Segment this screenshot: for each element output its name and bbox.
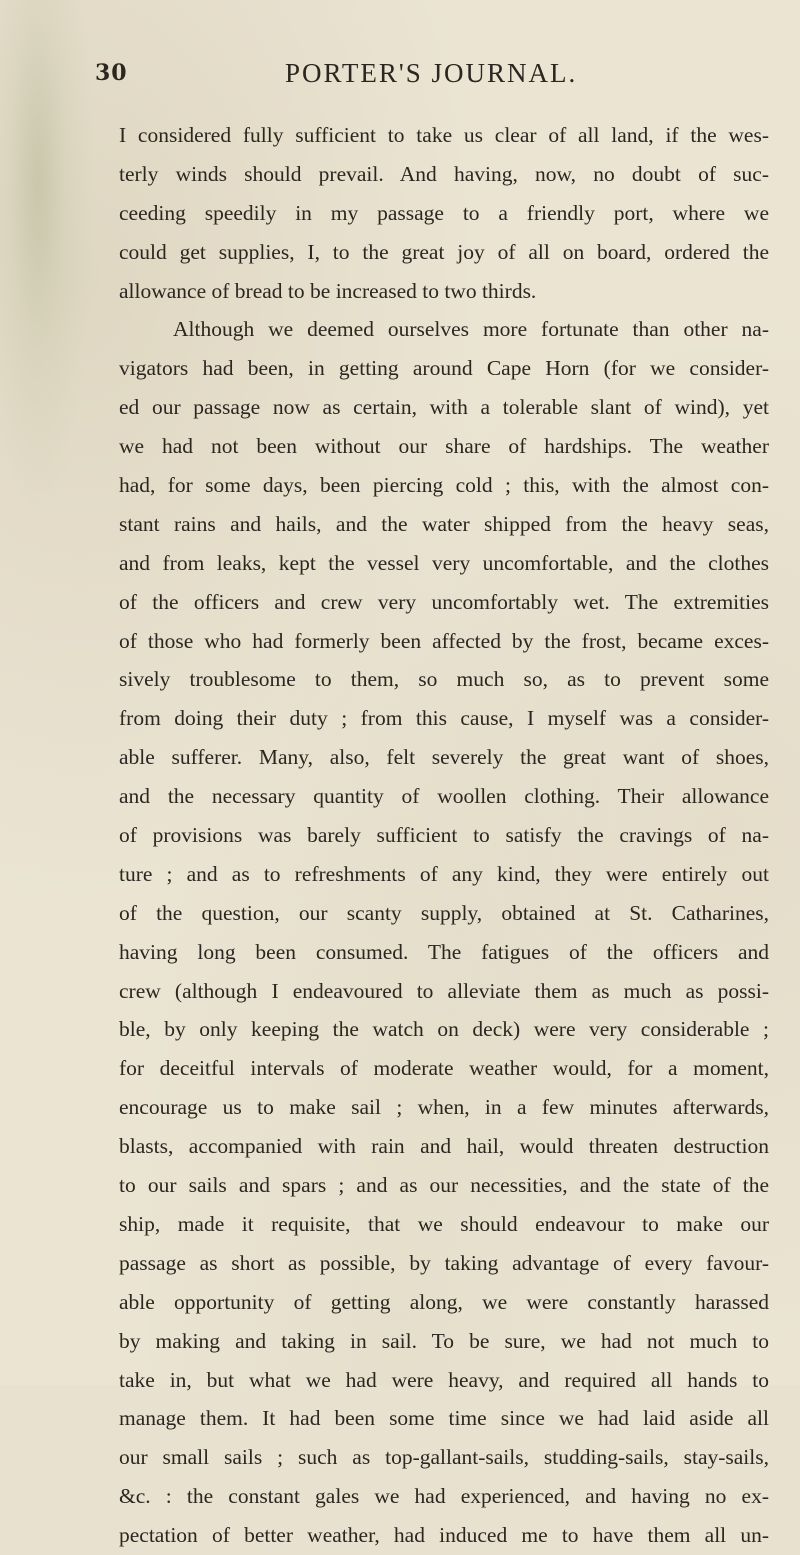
text-line: from doing their duty ; from this cause, I myself was a consider-: [119, 706, 769, 731]
text-line: blasts, accompanied with rain and hail, would threaten destruction: [119, 1134, 769, 1159]
text-line: had, for some days, been piercing cold ; this, with the almost con-: [119, 473, 769, 498]
text-line: ture ; and as to refreshments of any kind, they were entirely out: [119, 861, 769, 886]
text-line: allowance of bread to be increased to two thirds.: [119, 278, 537, 303]
text-line: for deceitful intervals of moderate weather would, for a moment,: [119, 1056, 769, 1081]
page-stain: [0, 0, 95, 520]
text-line: by making and taking in sail. To be sure, we had not much to: [119, 1328, 769, 1353]
text-line: of the officers and crew very uncomfortably wet. The extremities: [119, 589, 769, 614]
text-line: &c. : the constant gales we had experienced, and having no ex-: [119, 1484, 769, 1509]
text-line: sively troublesome to them, so much so, as to prevent some: [119, 667, 769, 692]
text-line: manage them. It had been some time since we had laid aside all: [119, 1406, 769, 1431]
text-line: ceeding speedily in my passage to a friendly port, where we: [119, 200, 769, 225]
text-line: ed our passage now as certain, with a tolerable slant of wind), yet: [119, 395, 769, 420]
text-line: could get supplies, I, to the great joy of all on board, ordered the: [119, 239, 769, 264]
text-line: of the question, our scanty supply, obtained at St. Catharines,: [119, 900, 769, 925]
text-line: and from leaks, kept the vessel very uncomfortable, and the clothes: [119, 550, 769, 575]
text-line: ship, made it requisite, that we should endeavour to make our: [119, 1211, 769, 1236]
text-line: having long been consumed. The fatigues of the officers and: [119, 939, 769, 964]
text-line: take in, but what we had were heavy, and required all hands to: [119, 1367, 769, 1392]
text-line: encourage us to make sail ; when, in a few minutes afterwards,: [119, 1095, 769, 1120]
text-line: passage as short as possible, by taking advantage of every favour-: [119, 1250, 769, 1275]
text-line: ble, by only keeping the watch on deck) were very considerable ;: [119, 1017, 769, 1042]
page-number: 30: [95, 60, 128, 86]
running-head: PORTER'S JOURNAL.: [285, 58, 578, 88]
text-line: of provisions was barely sufficient to satisfy the cravings of na-: [119, 823, 769, 848]
text-line: to our sails and spars ; and as our necessities, and the state of the: [119, 1173, 769, 1198]
text-line: pectation of better weather, had induced me to have them all un-: [119, 1523, 769, 1548]
page-header: [95, 58, 775, 98]
text-line: crew (although I endeavoured to alleviate them as much as possi-: [119, 978, 769, 1003]
text-line: terly winds should prevail. And having, now, no doubt of suc-: [119, 161, 769, 186]
text-line: of those who had formerly been affected by the frost, became exces-: [119, 628, 769, 653]
text-line: our small sails ; such as top-gallant-sails, studding-sails, stay-sails,: [119, 1445, 769, 1470]
text-line: vigators had been, in getting around Cape Horn (for we consider-: [119, 356, 769, 381]
text-line: and the necessary quantity of woollen clothing. Their allowance: [119, 784, 769, 809]
text-line: we had not been without our share of hardships. The weather: [119, 434, 769, 459]
body-text: [119, 116, 769, 1555]
text-line: I considered fully sufficient to take us clear of all land, if the wes-: [119, 123, 769, 147]
text-line: able sufferer. Many, also, felt severely the great want of shoes,: [119, 745, 769, 770]
text-line: Although we deemed ourselves more fortunate than other na-: [173, 317, 769, 342]
text-line: stant rains and hails, and the water shipped from the heavy seas,: [119, 511, 769, 536]
text-line: able opportunity of getting along, we were constantly harassed: [119, 1289, 769, 1314]
